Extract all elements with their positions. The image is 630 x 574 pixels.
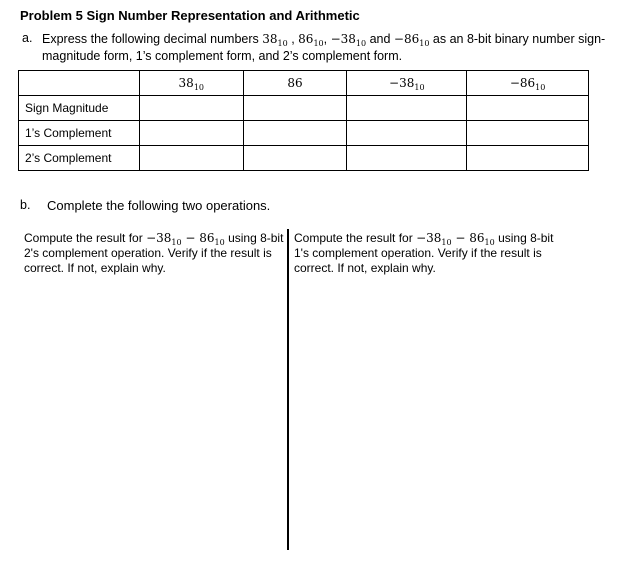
answer-cell[interactable]: [243, 146, 347, 171]
twos-complement-operation-prompt: Compute the result for $-38_{10} - 86_{10}$ using 8-bit 2's complement operation. Verify if the result is correct. If not, explain why.: [24, 231, 284, 275]
answer-cell[interactable]: [467, 146, 589, 171]
table-row: [19, 121, 589, 146]
answer-cell[interactable]: [347, 96, 467, 121]
number-86: $86_{10}$: [298, 32, 324, 48]
table-row: [19, 96, 589, 121]
header-cell-empty: [19, 71, 140, 96]
header-cell-neg-38: $-38_{10}$: [347, 71, 467, 96]
answer-cell[interactable]: [139, 146, 243, 171]
row-label-ones-complement: 1’s Complement: [19, 121, 140, 146]
table-row: [19, 146, 589, 171]
representation-table: [18, 70, 589, 171]
part-a-label: a.: [22, 31, 33, 45]
header-cell-38: $38_{10}$: [139, 71, 243, 96]
row-label-twos-complement: 2’s Complement: [19, 146, 140, 171]
answer-cell[interactable]: [139, 96, 243, 121]
answer-cell[interactable]: [467, 121, 589, 146]
part-b-label: b.: [20, 198, 31, 212]
part-b-instructions: Complete the following two operations.: [47, 198, 271, 213]
table-header-row: [19, 71, 589, 96]
number-neg-38: $-38_{10}$: [330, 32, 367, 48]
answer-cell[interactable]: [347, 121, 467, 146]
answer-cell[interactable]: [347, 146, 467, 171]
number-neg-86: $-86_{10}$: [393, 32, 430, 48]
answer-cell[interactable]: [139, 121, 243, 146]
ones-complement-operation-prompt: Compute the result for $-38_{10} - 86_{10}$ using 8-bit 1's complement operation. Verify if the result is correct. If not, explain why.: [294, 231, 554, 275]
answer-cell[interactable]: [243, 96, 347, 121]
part-a-instructions: Express the following decimal numbers $38_{10}$ , $86_{10}$, $-38_{10}$ and $-86_{10}$ as an 8-bit binary number sign-magnitude form, 1’s complement form, and 2’s complement form.: [42, 32, 606, 63]
row-label-sign-magnitude: Sign Magnitude: [19, 96, 140, 121]
header-cell-neg-86: $-86_{10}$: [467, 71, 589, 96]
number-38: $38_{10}$: [262, 32, 288, 48]
answer-cell[interactable]: [467, 96, 589, 121]
answer-cell[interactable]: [243, 121, 347, 146]
column-divider: [287, 229, 289, 550]
header-cell-86: 86: [243, 71, 347, 96]
problem-title: Problem 5 Sign Number Representation and Arithmetic: [20, 8, 360, 23]
